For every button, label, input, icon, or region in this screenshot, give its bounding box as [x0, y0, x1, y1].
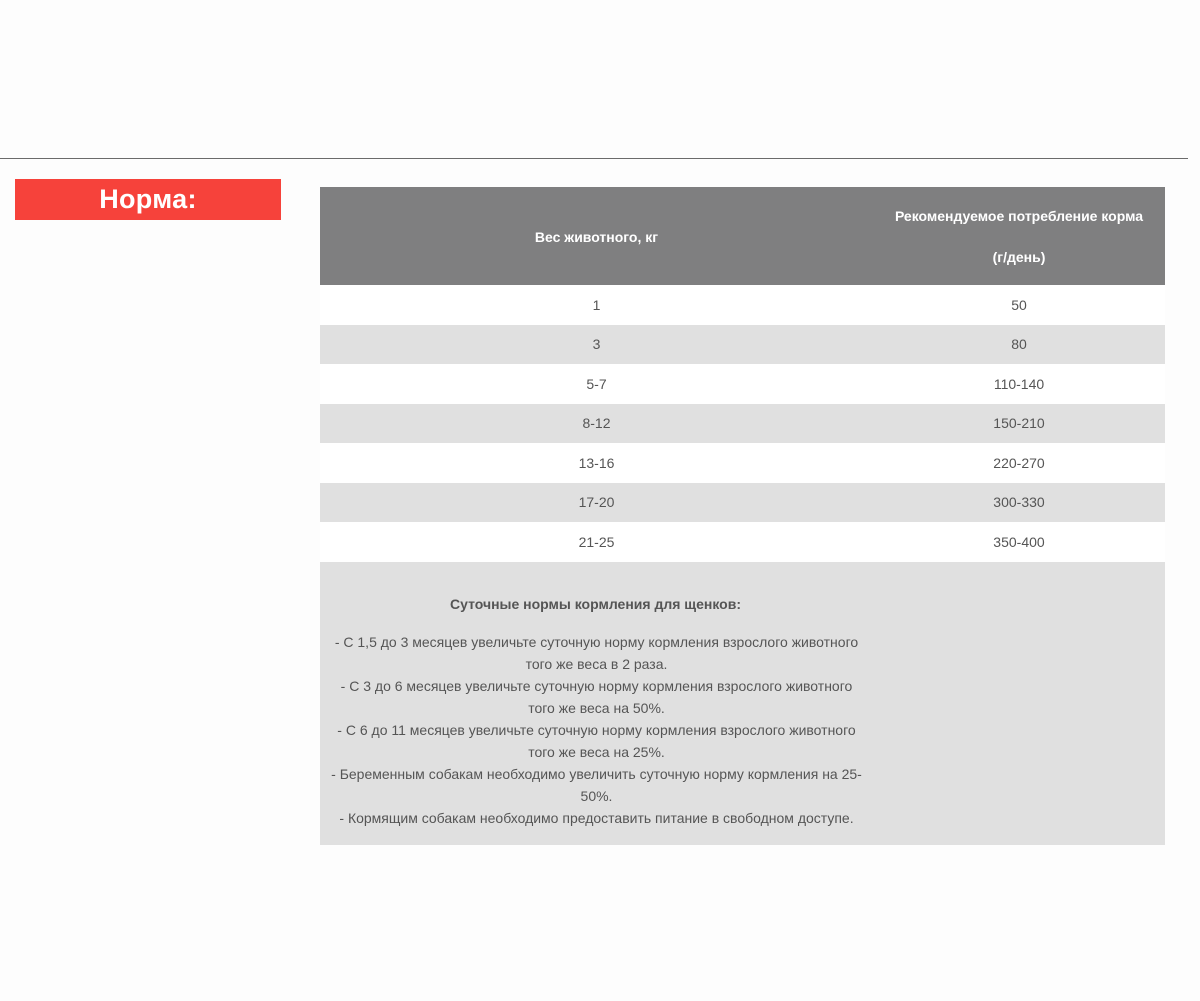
notes-title: Суточные нормы кормления для щенков:: [450, 595, 741, 612]
table-row: [320, 285, 1165, 325]
notes-line: - С 3 до 6 месяцев увеличьте суточную норму кормления взрослого животного: [340, 677, 853, 694]
header-intake-line2: (г/день): [992, 249, 1046, 265]
cell-weight: 17-20: [578, 494, 615, 511]
table-row: [320, 364, 1165, 404]
cell-weight: 13-16: [578, 454, 615, 471]
notes-line: того же веса на 25%.: [528, 743, 665, 760]
cell-intake: 350-400: [993, 533, 1045, 550]
cell-intake: 50: [1011, 296, 1027, 313]
notes-line: - Кормящим собакам необходимо предоставить питание в свободном доступе.: [339, 810, 854, 827]
notes-line: - С 6 до 11 месяцев увеличьте суточную норму кормления взрослого животного: [337, 721, 856, 738]
table-row: [320, 443, 1165, 483]
notes-line: - С 1,5 до 3 месяцев увеличьте суточную норму кормления взрослого животного: [334, 633, 859, 650]
notes-line: того же веса в 2 раза.: [525, 655, 668, 672]
cell-weight: 21-25: [578, 533, 615, 550]
cell-intake: 300-330: [993, 494, 1045, 511]
horizontal-divider: [0, 158, 1188, 159]
section-title: Норма:: [15, 179, 281, 220]
table-row: [320, 325, 1165, 365]
cell-intake: 110-140: [993, 375, 1045, 392]
table-header: [320, 187, 1165, 285]
cell-weight: 3: [592, 336, 601, 353]
table-row: [320, 522, 1165, 562]
cell-weight: 8-12: [582, 415, 611, 432]
cell-intake: 80: [1011, 336, 1027, 353]
table-row: [320, 404, 1165, 444]
notes-line: того же веса на 50%.: [528, 699, 665, 716]
header-intake: [873, 187, 1165, 285]
header-intake-line1: Рекомендуемое потребление корма: [894, 208, 1144, 224]
header-weight: Вес животного, кг: [534, 229, 659, 245]
puppy-notes-panel: [320, 562, 1165, 845]
cell-weight: 5-7: [586, 375, 607, 392]
feeding-table: [320, 187, 1165, 845]
cell-weight: 1: [592, 296, 601, 313]
cell-intake: 150-210: [993, 415, 1045, 432]
notes-line: 50%.: [580, 788, 613, 805]
notes-line: - Беременным собакам необходимо увеличить суточную норму кормления на 25-: [331, 766, 862, 783]
table-row: [320, 483, 1165, 523]
notes-content: [320, 596, 873, 830]
cell-intake: 220-270: [993, 454, 1045, 471]
